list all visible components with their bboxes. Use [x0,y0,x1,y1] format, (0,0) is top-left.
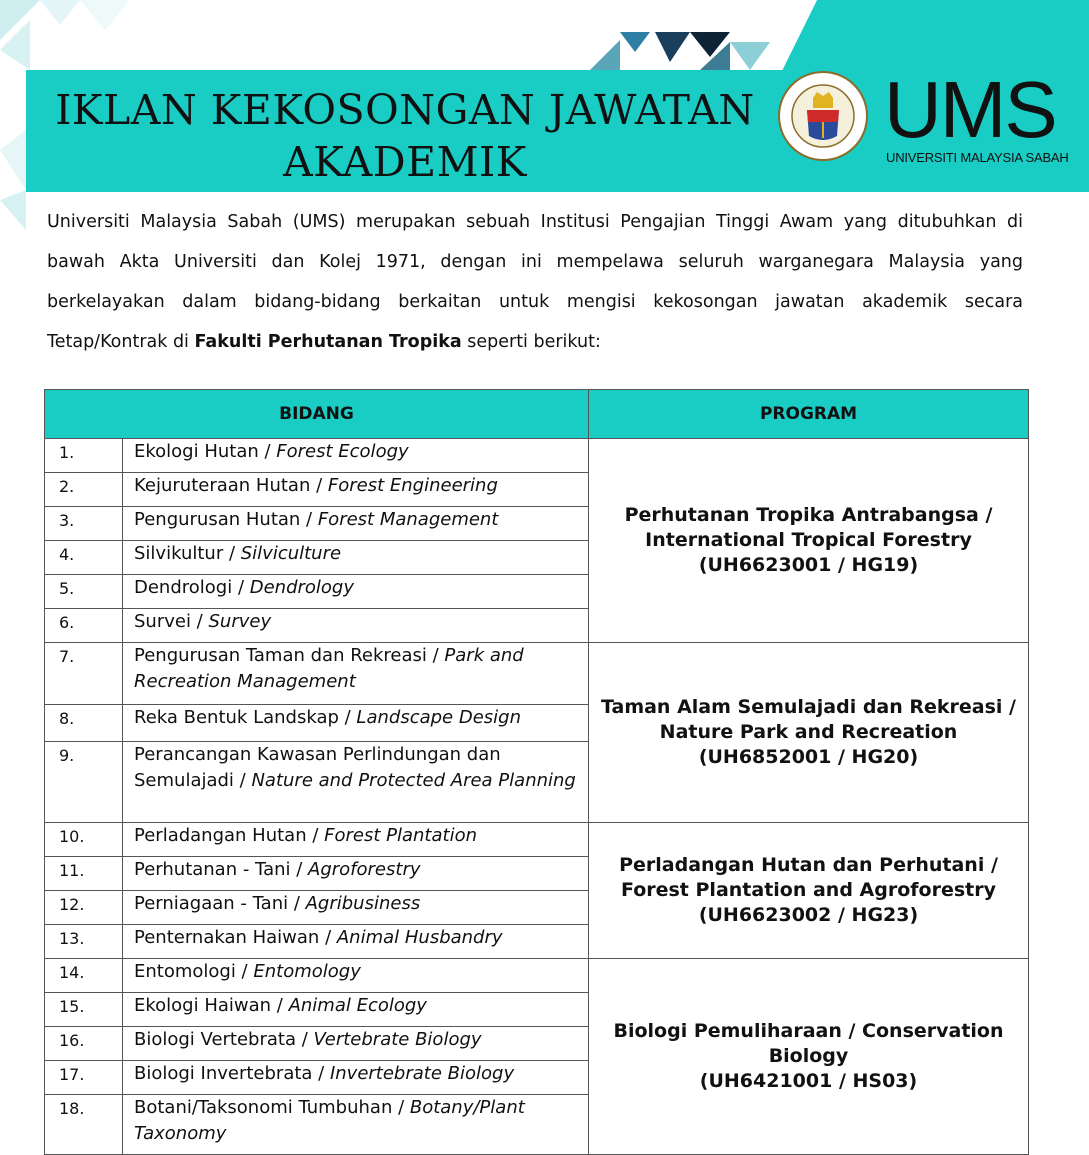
ums-logo-subtitle: UNIVERSITI MALAYSIA SABAH [886,150,1069,165]
field-en: Landscape Design [356,707,521,728]
row-number: 8. [45,705,123,742]
program-code: (UH6623001 / HG19) [698,554,919,576]
header-program: PROGRAM [589,390,1029,439]
field-en: Park and Recreation Management [134,645,524,692]
university-seal-icon [777,70,869,162]
field-ms: Perancangan Kawasan Perlindungan dan Semulajadi / [134,744,501,791]
row-number: 11. [45,857,123,891]
program-cell [589,439,1029,643]
field-en: Forest Engineering [327,475,498,496]
table-row [45,959,1029,993]
field-ms: Ekologi Hutan / [134,441,277,462]
field-ms: Biologi Invertebrata / [134,1063,330,1084]
row-field [123,742,589,823]
field-ms: Silvikultur / [134,543,241,564]
program-cell [589,823,1029,959]
program-line-1: Perladangan Hutan dan Perhutani / [619,854,998,876]
field-ms: Dendrologi / [134,577,250,598]
row-number: 12. [45,891,123,925]
row-field [123,925,589,959]
field-ms: Survei / [134,611,209,632]
program-cell [589,643,1029,823]
table-row [45,643,1029,705]
row-field [123,993,589,1027]
row-number: 15. [45,993,123,1027]
table-row [45,439,1029,473]
field-ms: Kejuruteraan Hutan / [134,475,328,496]
row-number: 14. [45,959,123,993]
field-en: Botany/Plant Taxonomy [134,1097,525,1144]
table-row [45,823,1029,857]
page-title [40,84,770,188]
row-number: 7. [45,643,123,705]
row-field [123,705,589,742]
field-ms: Ekologi Haiwan / [134,995,289,1016]
field-en: Animal Ecology [288,995,427,1016]
field-ms: Perniagaan - Tani / [134,893,306,914]
field-ms: Perhutanan - Tani / [134,859,309,880]
field-en: Animal Husbandry [336,927,503,948]
program-line-2: Forest Plantation and Agroforestry [620,879,997,901]
ums-logo-text: UMS [884,65,1056,154]
row-number: 18. [45,1095,123,1155]
row-number: 9. [45,742,123,823]
row-field [123,609,589,643]
field-ms: Entomologi / [134,961,254,982]
program-code: (UH6623002 / HG23) [698,904,919,926]
row-number: 1. [45,439,123,473]
program-line-2: Biology [768,1045,849,1067]
program-code: (UH6421001 / HS03) [699,1070,918,1092]
program-code: (UH6852001 / HG20) [698,746,919,768]
program-line-1: Biologi Pemuliharaan / Conservation [613,1020,1004,1042]
field-ms: Perladangan Hutan / [134,825,325,846]
field-ms: Penternakan Haiwan / [134,927,337,948]
intro-text-after: seperti berikut: [461,332,601,352]
field-ms: Reka Bentuk Landskap / [134,707,357,728]
row-number: 6. [45,609,123,643]
row-number: 10. [45,823,123,857]
program-line-1: Taman Alam Semulajadi dan Rekreasi / [600,696,1016,718]
row-field [123,575,589,609]
field-en: Survey [208,611,272,632]
field-en: Vertebrate Biology [313,1029,482,1050]
row-field [123,891,589,925]
program-line-1: Perhutanan Tropika Antrabangsa / [624,504,993,526]
field-ms: Biologi Vertebrata / [134,1029,314,1050]
row-number: 17. [45,1061,123,1095]
field-en: Forest Management [317,509,499,530]
row-number: 4. [45,541,123,575]
vacancy-table [44,389,1029,1155]
field-en: Nature and Protected Area Planning [251,770,576,791]
field-en: Agribusiness [305,893,421,914]
field-en: Silviculture [240,543,342,564]
field-en: Forest Plantation [324,825,477,846]
row-number: 13. [45,925,123,959]
field-en: Dendrology [249,577,355,598]
field-ms: Botani/Taksonomi Tumbuhan / [134,1097,410,1118]
field-en: Invertebrate Biology [329,1063,515,1084]
row-field [123,541,589,575]
title-line-1: IKLAN KEKOSONGAN JAWATAN [55,86,755,134]
field-en: Agroforestry [308,859,421,880]
header-bidang: BIDANG [45,390,589,439]
field-ms: Pengurusan Taman dan Rekreasi / [134,645,445,666]
row-number: 16. [45,1027,123,1061]
field-en: Forest Ecology [276,441,409,462]
decorative-triangles-top [580,22,800,72]
row-field [123,473,589,507]
field-en: Entomology [253,961,361,982]
intro-faculty: Fakulti Perhutanan Tropika [194,332,462,352]
program-cell [589,959,1029,1155]
row-field [123,959,589,993]
program-line-2: Nature Park and Recreation [659,721,958,743]
row-field [123,643,589,705]
row-number: 5. [45,575,123,609]
row-field [123,507,589,541]
row-number: 2. [45,473,123,507]
row-field [123,1095,589,1155]
row-field [123,823,589,857]
row-field [123,1061,589,1095]
row-field [123,439,589,473]
title-line-2: AKADEMIK [283,138,527,186]
field-ms: Pengurusan Hutan / [134,509,318,530]
intro-text-before: Universiti Malaysia Sabah (UMS) merupakan sebuah Institusi Pengajian Tinggi Awam yang ditubuhkan di bawah Akta Universiti dan Kolej 1971, dengan ini mempelawa seluruh warganegara Malaysia yang berkelayakan dalam bidang-bidang berkaitan untuk mengisi kekosongan jawatan akademik secara Tetap/Kontrak di [47,212,1023,352]
program-line-2: International Tropical Forestry [645,529,972,551]
row-field [123,857,589,891]
row-number: 3. [45,507,123,541]
intro-paragraph [47,202,1023,362]
row-field [123,1027,589,1061]
